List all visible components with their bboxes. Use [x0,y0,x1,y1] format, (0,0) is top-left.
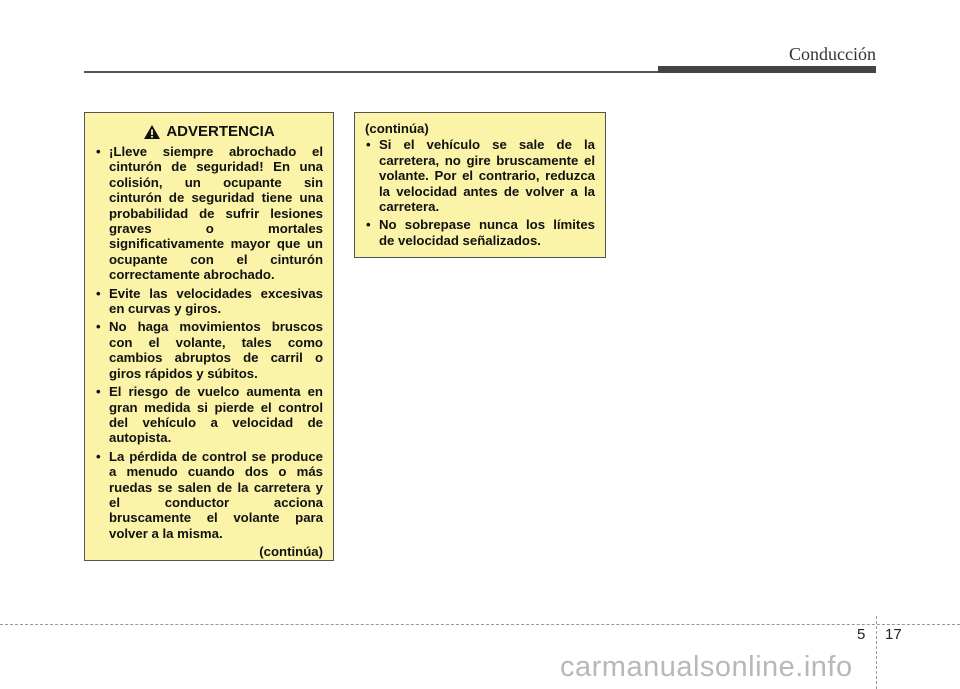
warning-bullet: • Evite las velocidades excesivas en curvas y giros. [95,286,323,317]
section-title: Conducción [789,44,876,64]
warning-heading-text: ADVERTENCIA [166,123,275,140]
page-number: 17 [885,626,902,643]
warning-bullet: • ¡Lleve siempre abrochado el cinturón de seguridad! En una colisión, un ocupante sin cinturón de seguridad tiene una probabilidad de sufrir lesiones graves o mortales significativamente mayor que un ocupante con el cinturón correctamente abrochado. [95,144,323,283]
warning-box-left [84,112,334,561]
continued-label: (continúa) [365,121,429,136]
warning-triangle-icon [143,124,161,140]
warning-bullet-list [365,137,595,248]
warning-heading [95,123,323,141]
warning-bullet-list [95,144,323,541]
continued-label: (continúa) [259,544,323,560]
chapter-number: 5 [857,626,866,643]
warning-bullet: • Si el vehículo se sale de la carretera, no gire bruscamente el volante. Por el contrario, reduzca la velocidad antes de volver a la carretera. [365,137,595,214]
warning-bullet: • No sobrepase nunca los límites de velocidad señalizados. [365,217,595,248]
warning-bullet: • No haga movimientos bruscos con el volante, tales como cambios abruptos de carril o giros rápidos y súbitos. [95,319,323,381]
warning-bullet: • La pérdida de control se produce a menudo cuando dos o más ruedas se salen de la carretera y el conductor acciona bruscamente el volante para volver a la misma. [95,449,323,541]
warning-box-right [354,112,606,258]
header-rule-thick [658,66,876,73]
footer-vertical-divider [876,616,877,689]
header-rule-thin [84,71,658,73]
watermark: carmanualsonline.info [560,651,853,683]
warning-bullet: • El riesgo de vuelco aumenta en gran medida si pierde el control del vehículo a velocidad de autopista. [95,384,323,446]
footer-dashed-line [0,624,960,625]
